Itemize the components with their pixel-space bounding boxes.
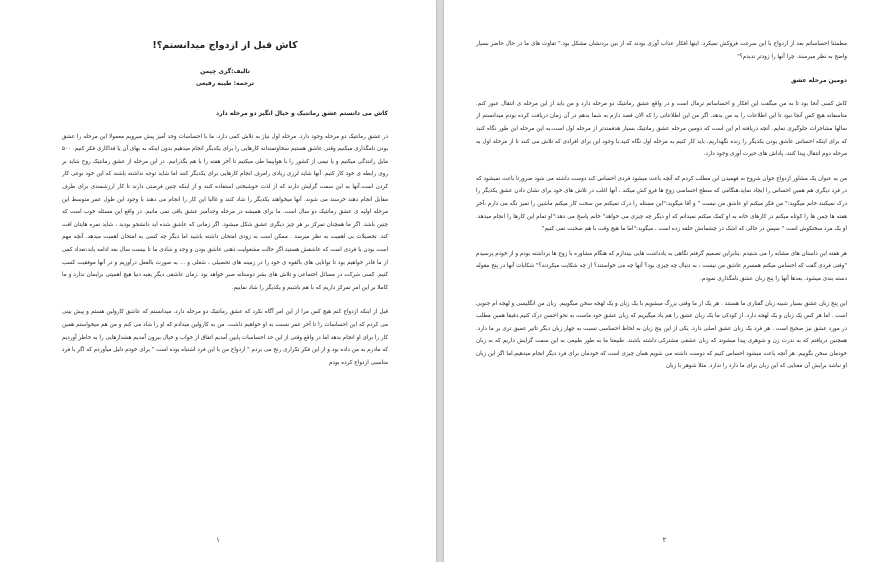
paragraph: مطمئنا احساساتم بعد از ازدواج با این سرعت فروکش نمیکرد. اینها افکار عذاب آوری بودند که از بین بردنشان مشکل بود." تفاوت های ما در حال حاضر بسیار واضح به نظر میرسند. چرا آنها را زودتر ندیدم؟" xyxy=(476,41,847,60)
page-1-content xyxy=(62,38,388,534)
paragraph: این پنج زبان عشق بسیار شبیه زبان گفتاری ما هستند . هر یک از ما وقتی بزرگ میشویم با یک زبان و یک لهجه سخن میگوییم. زبان من انگلیسی و لهجه ام جنوبی است . اما هر کس یک زبان و یک لهجه دارد. از کودکی ما یک زبان عشق را هم یاد میگیریم که زبان عشق خود ماست به نحو احسن درک کنیم.دقیقا همین مطلب در مورد عشق نیز صحیح است . هر فرد یک زبان عشق اصلی دارد. یکی از این پنج زبان به لحاظ احساسی نسبت به چهار زبان دیگر تاثیر عمیق تری بر ما دارد. همچنین دریافتم که به ندرت زن و شوهری پیدا میشوند که زبان عشقی مشترکی داشته باشند. طبیعتا ما به طور طبیعی به این سمت گرایش داریم که به زبان خودمان سخن بگوییم. هر آنچه باعث میشود احساس کنیم که دوست داشته می شویم همان چیزی است که خودمان برای فرد دیگر انجام میدهیم.اما اگر این زبان او نباشد برایش آن معنایی که این زبان برای ما دارد را ندارد. مثلا شوهر با زبان xyxy=(476,300,847,370)
paragraph: هر هفته این داستان های مشابه را می شنیدم .بنابراین تصمیم گرفتم نگاهی به یادداشت هایی بیندازم که هنگام مشاوره با زوج ها برداشته بودم و از خودم پرسیدم "وقتی فردی گفت که احساس میکنم همسرم عاشق من نیست ، به دنبال چه چیزی بود؟ آنها چه می خواستند؟ از چه شکایت میکردند؟" شکایات آنها در پنج مقوله دسته بندی میشود. بعدها آنها را پنج زبان عشق نامگذاری نمودم. xyxy=(476,250,847,282)
page-2-content xyxy=(476,38,847,534)
author-line: تالیف:گری چپمن xyxy=(200,68,250,75)
page-number: ۲ xyxy=(662,536,667,544)
translator-line: ترجمه: طیبه رفیعی xyxy=(195,80,255,87)
paragraph: کاش کسی آنجا بود تا به من میگفت این افکار و احساساتم نرمال است و در واقع عشق رمانتیک دو مرحله دارد و من باید از این مرحله ی انتقال عبور کنم. متاسفانه هیچ کس آنجا نبود تا این اطلاعات را به من بدهد. اگر من این اطلاعاتی را که الان قصد دارم به شما بدهم در آن زمان دریافت کرده بودم میدانستم از سالها مشاجرات جلوگیری نمایم. آنچه دریافته ام این است که دومین مرحله عشق رمانتیک بسیار هدفمندتر از مرحله اول است.به این مرحله این طور نگاه کنید که برای اینکه احساس عاشق بودن یکدیگر را زنده نگهداریم، باید کار کنیم به مرحله اول نگاه کنید.با وجود این برای افرادی که تلاش می کنند تا از مرحله اول به مرحله دوم انتقال پیدا کنند، پاداش های حیرت آوری وجود دارد. xyxy=(476,100,847,158)
document-page-2 xyxy=(444,0,885,562)
document-page-1 xyxy=(0,0,436,562)
page-number: ۱ xyxy=(216,536,220,544)
paragraph: در عشق رمانتیک دو مرحله وجود دارد. مرحله اول نیاز به تلاش کمی دارد. ما با احساسات وجد آمیز پیش میرویم معمولا این مرحله را عشق بودن نامگذاری میکنیم وقتی عاشق هستیم سخاوتمندانه کارهایی را برای یکدیگر انجام میدهیم بدون اینکه به بهای آن یا فداکاری فکر کنیم. ۵۰۰ مایل رانندگی میکنیم و یا نیمی از کشور را با هواپیما طی میکنیم تا آخر هفته را با هم بگذرانیم. در این مرحله از عشق رمانتیک روح شاید بر روی رابطه ی خود کار کنیم. آنها شاید لرزی زیادی رامرف انجام کارهایی برای یکدیگر کنند اما شاید توجه نداشته باشند که این خود نوعی کار کردن است.آنها به این سمت گرایش دارند که از لذت خوشبختی استفاده کنند و از اینکه چنین فرصتی دارند تا کار ارزشمندی برای طرف مقابل انجام دهند خرسند می شوند. آنها میخواهند یکدیگر را شاد کنند و غالبا این کار را انجام می دهند با وجود این طول عمر متوسط این مرحله اولیه ی عشق رمانتیک دو سال است. ما برای همیشه در مرحله وجدآمیز عشق باقی نمی مانیم. در واقع این مسئله خوب است که چنین باشد. اگر ما همچنان تمرکز بر هر چیز دیگری عشق شکل میشود. اگر زمانی که عاشق شده اید دانشجو بودید ، شاید نمره هایتان افت کند. تحصیلات بی اهمیت به نظر میرسد . ممکن است به زودی امتحان داشته باشید اما دیگر چه کسی به امتحان اهمیت میدهد. آنچه مهم است بودن با فردی است که عاشقش هستید.اگر حالت مشغولیت ذهنی عاشق بودن و وجد و شادی ما تا بیست سال بعد ادامه یابد،تعداد کمی از ما قادر خواهیم بود تا توانایی های بالقوه ی خود را در زمینه های تحصیلی ، شغلی و ... به صورت بالفعل درآوریم و در آنها موفقیت کسب کنیم. کسی شرکت در مسائل اجتماعی و تلاش های بشر دوستانه صبر خواهد بود .زمان عاشقی دیگر بقیه دنیا هیچ اهمیتی برایمان ندارد و ما کاملا بر این امر تمرکز داریم که با هم باشیم و یکدیگر را شاد نماییم. xyxy=(62,133,388,291)
section-heading: کاش می دانستم عشق رمانتیک و خیال انگیز دو مرحله دارد xyxy=(216,110,388,117)
paragraph: من به عنوان یک مشاور ازدواج جوان شروع به فهمیدن این مطلب کردم که آنچه باعث میشود فردی احساس کند دوست داشته می شود ضرورتا باعث نمیشود که در فرد دیگری هم همین احساس را ایجاد نماید.هنگامی که سطح احساسی زوج ها فرو کش میکند ، آنها اغلب در تلاش های خود برای نشان دادن عشق یکدیگر را درک نمیکنند.خانم میگوید:" من فکر میکنم او عاشق من نیست " و آقا میگوید:"این مسئله را درک نمیکنم من سخت کار میکنم ماشین را تمیز نگه می دارم ،آخر هفته ها چمن ها را کوتاه میکنم در کارهای خانه به او کمک میکنم نمیدانم که او دیگر چه چیزی می خواهد" خانم پاسخ می دهد:"او تمام این کارها را انجام میدهد. او یک مرد سختکوش است " سپس در حالی که اشک در چشمانش حلقه زده است ، میگوید:"اما ما هیچ وقت با هم صحبت نمی کنیم" xyxy=(476,175,847,233)
section-heading: دومین مرحله عشق xyxy=(790,77,847,85)
document-title: کاش قبل از ازدواج میدانستم؟! xyxy=(152,40,298,51)
paragraph: قبل از اینکه ازدواج کنم هیچ کس مرا از این امر آگاه نکرد که عشق رمانتیک دو مرحله دارد. میدانستم که عاشق کارولین هستم و پیش بینی می کردم که این احساسات را تا آخر عمر نسبت به او خواهیم داشت. من به کارولین میدادم که او را شاد می کنم و من هم میخواستم همین کار را برای او انجام بدهد اما در واقع وقتی از این حد احساسات پایین آمدیم اتفاق از خواب و خیال بیرون آمدیم هشدارهایی را به خاطر آوردیم که مادرم به من داده بود و از این فکر تکراری رنج می بردم " ازدواج من با این فرد اشتباه بوده است " برای خودم دلیل میآوردم که اگر با فرد مناسبی ازدواج کرده بودم xyxy=(62,309,388,366)
